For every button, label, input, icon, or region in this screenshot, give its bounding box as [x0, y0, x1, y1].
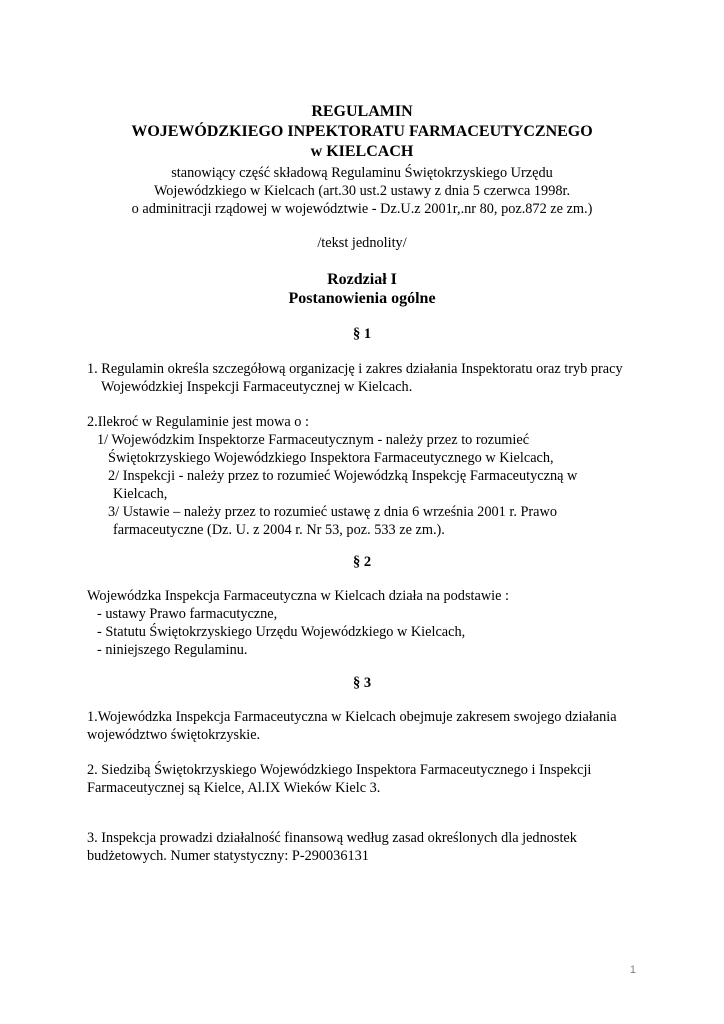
s3-p1-line2: województwo świętokrzyskie. [87, 727, 261, 743]
doc-subtitle-line3: o adminitracji rządowej w województwie - Dz.U.z 2001r,.nr 80, poz.872 ze zm.) [131, 201, 593, 217]
s1-p2-line1: 2.Ilekroć w Regulaminie jest mowa o : [87, 414, 309, 430]
s3-p2-line2: Farmaceutycznej są Kielce, Al.IX Wieków Kielc 3. [87, 780, 381, 796]
page-number: 1 [629, 964, 636, 976]
s3-p3-line2: budżetowych. Numer statystyczny: P-290036131 [87, 848, 369, 864]
doc-subtitle-line1: stanowiący część składową Regulaminu Świętokrzyskiego Urzędu [171, 165, 553, 181]
section-1-heading: § 1 [352, 326, 372, 342]
s3-p3-line1: 3. Inspekcja prowadzi działalność finansową według zasad określonych dla jednostek [87, 830, 577, 846]
section-3-heading: § 3 [352, 675, 372, 691]
s2-list-item: - niniejszego Regulaminu. [97, 642, 248, 658]
doc-title-line2: WOJEWÓDZKIEGO INPEKTORATU FARMACEUTYCZNEGO [131, 123, 593, 140]
doc-subtitle-line2: Wojewódzkiego w Kielcach (art.30 ust.2 ustawy z dnia 5 czerwca 1998r. [153, 183, 571, 199]
s2-list-item: - Statutu Świętokrzyskiego Urzędu Wojewódzkiego w Kielcach, [97, 624, 466, 640]
s1-item2-line2: Kielcach, [113, 486, 168, 502]
s1-p1-line1: 1. Regulamin określa szczegółową organizację i zakres działania Inspektoratu oraz tryb pracy [87, 361, 623, 377]
doc-title: REGULAMIN [311, 103, 413, 120]
s2-intro: Wojewódzka Inspekcja Farmaceutyczna w Kielcach działa na podstawie : [87, 588, 510, 604]
chapter-title: Rozdział I [327, 271, 397, 288]
s3-p2-line1: 2. Siedzibą Świętokrzyskiego Wojewódzkiego Inspektora Farmaceutycznego i Inspekcji [87, 762, 592, 778]
section-2-heading: § 2 [352, 554, 372, 570]
s1-item3-line2: farmaceutyczne (Dz. U. z 2004 r. Nr 53, poz. 533 ze zm.). [113, 522, 445, 538]
s1-item1-line2: Świętokrzyskiego Wojewódzkiego Inspektora Farmaceutycznego w Kielcach, [108, 450, 554, 466]
s1-p1-line2: Wojewódzkiej Inspekcji Farmaceutycznej w Kielcach. [101, 379, 413, 395]
s3-p1-line1: 1.Wojewódzka Inspekcja Farmaceutyczna w Kielcach obejmuje zakresem swojego działania [87, 709, 617, 725]
chapter-subtitle: Postanowienia ogólne [288, 290, 436, 307]
s1-item1-line1: 1/ Wojewódzkim Inspektorze Farmaceutycznym - należy przez to rozumieć [97, 432, 530, 448]
s2-list-item: - ustawy Prawo farmacutyczne, [97, 606, 278, 622]
s1-item2-line1: 2/ Inspekcji - należy przez to rozumieć Wojewódzką Inspekcję Farmaceutyczną w [108, 468, 578, 484]
s1-item3-line1: 3/ Ustawie – należy przez to rozumieć ustawę z dnia 6 września 2001 r. Prawo [108, 504, 558, 520]
doc-title-line3: w KIELCACH [310, 143, 414, 160]
doc-note: /tekst jednolity/ [317, 235, 407, 251]
